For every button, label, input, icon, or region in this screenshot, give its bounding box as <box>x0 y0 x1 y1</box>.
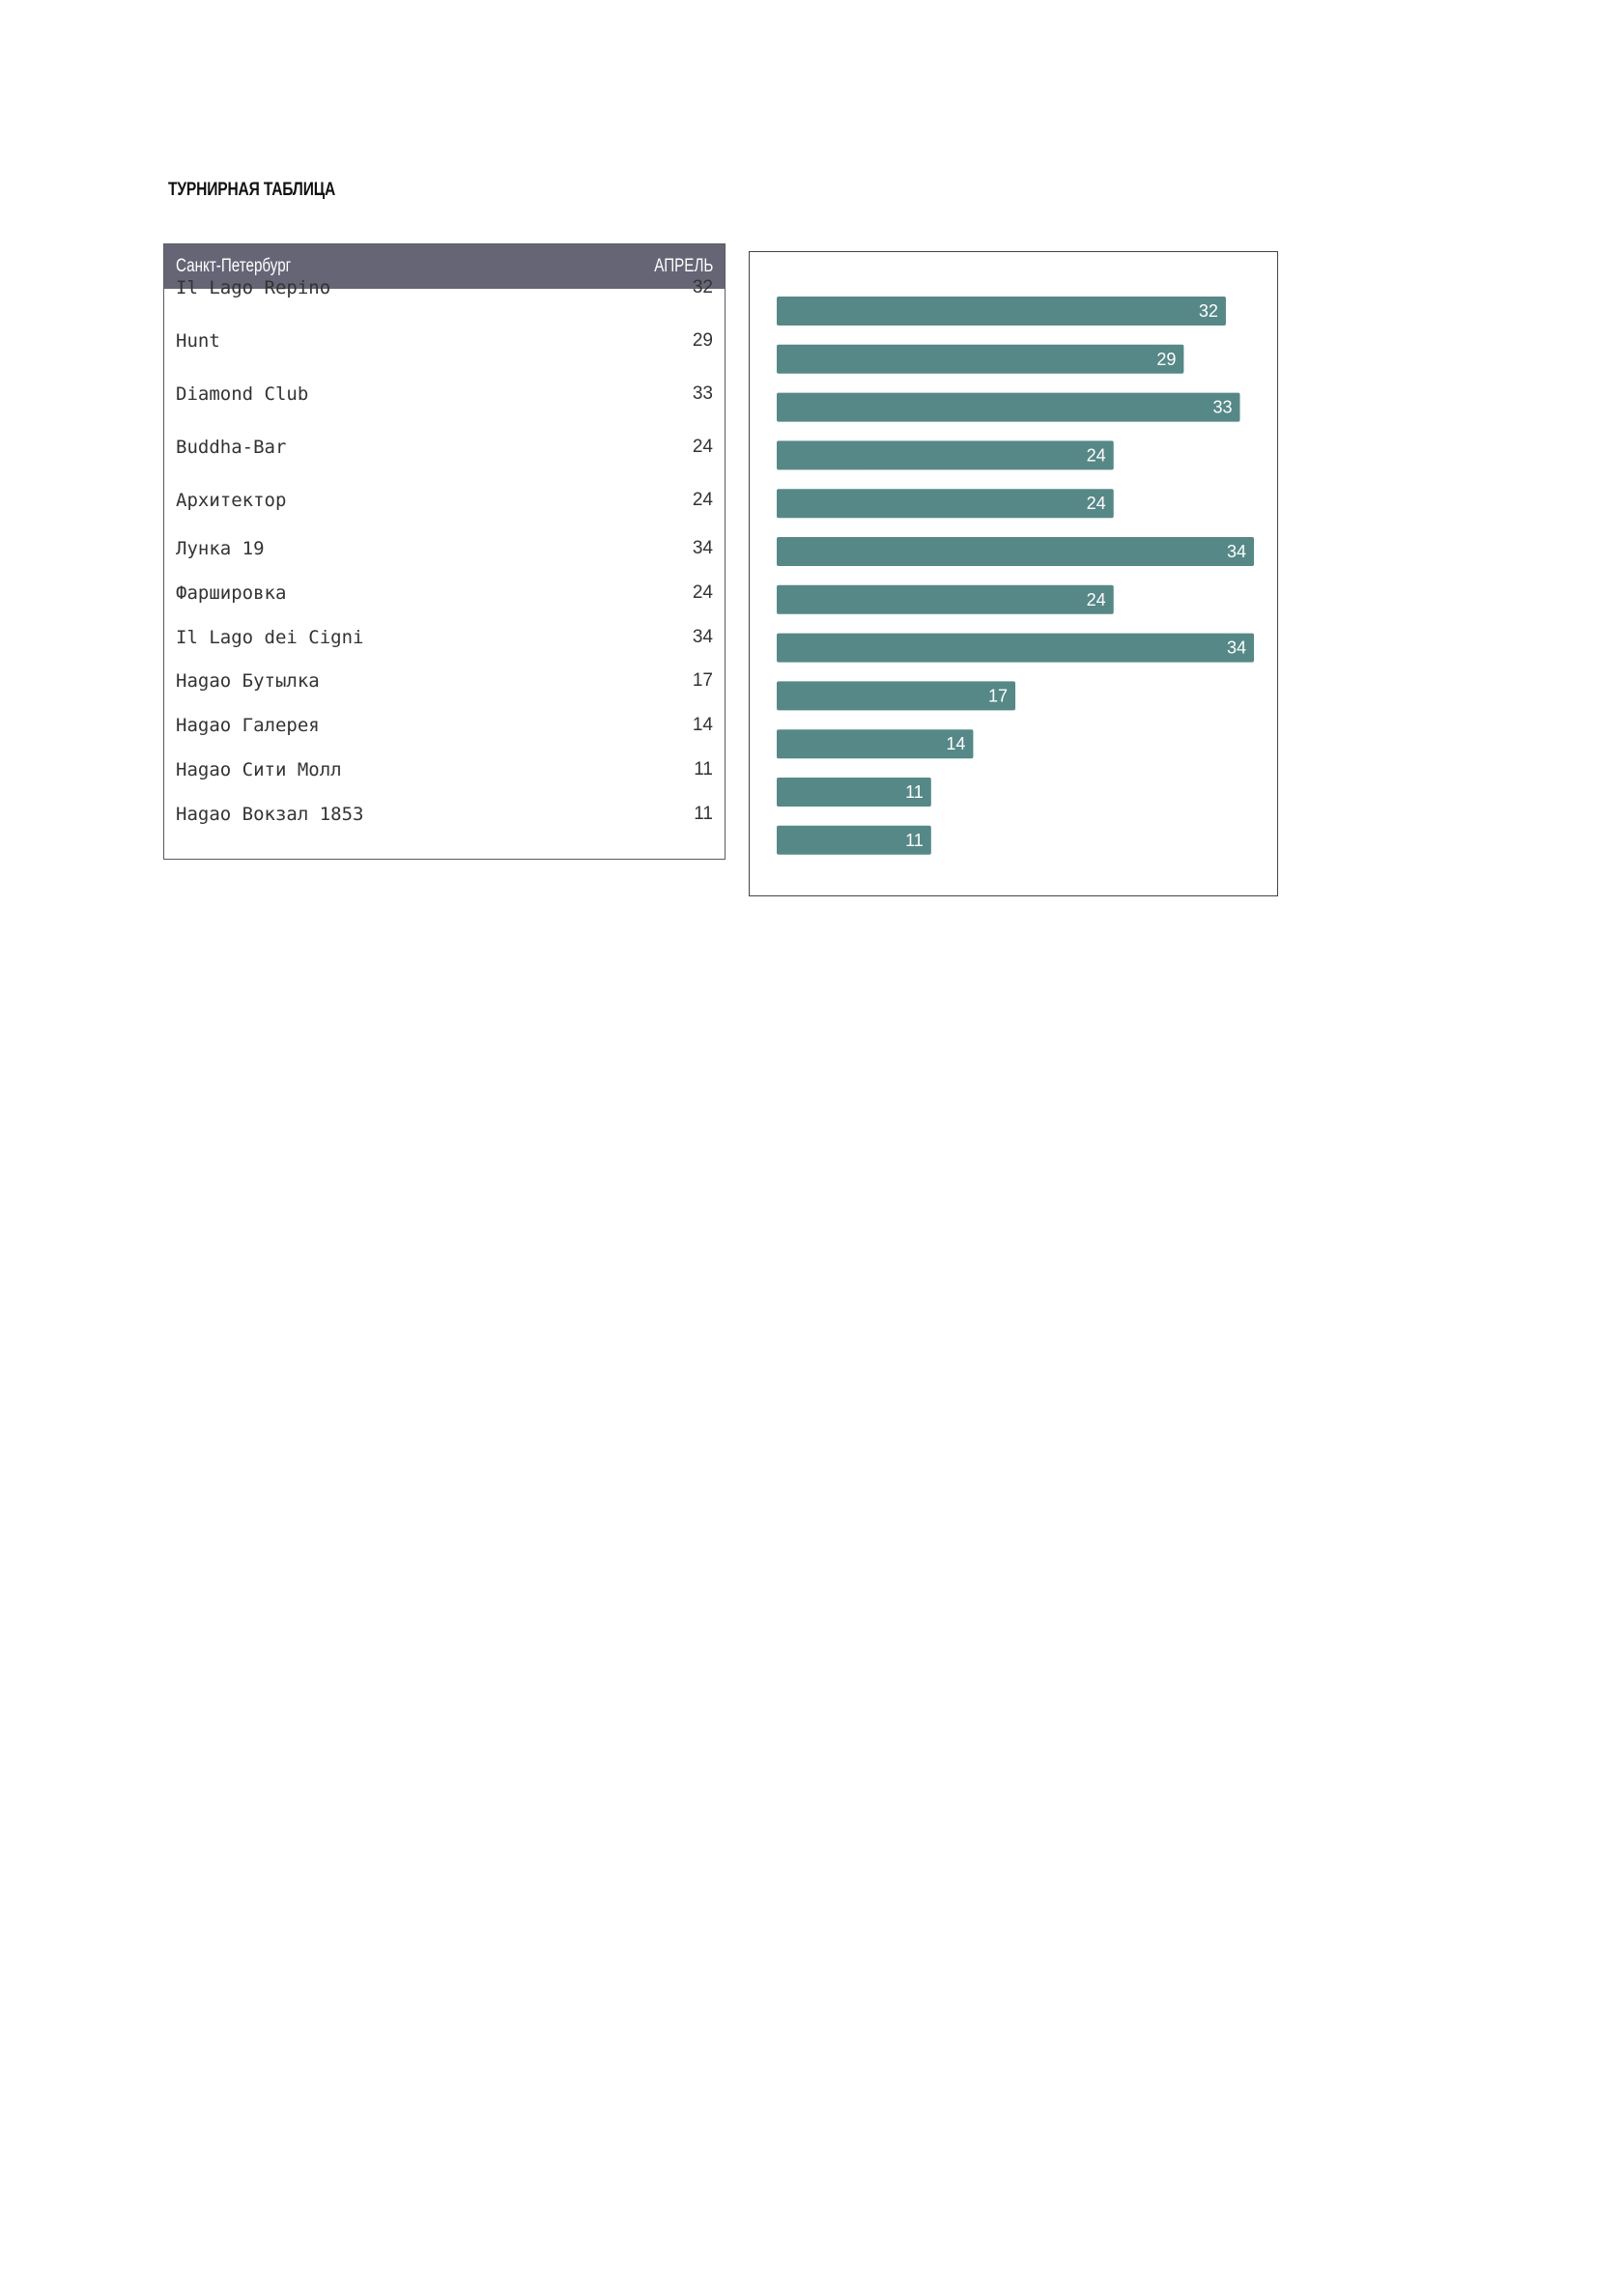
bar-value-label: 34 <box>1226 542 1246 561</box>
table-row <box>164 800 725 829</box>
bar <box>777 634 1254 663</box>
row-name: Buddha-Bar <box>176 437 287 458</box>
row-name: Il Lago dei Cigni <box>176 627 364 648</box>
row-score: 14 <box>692 715 713 735</box>
row-name: Лунка 19 <box>176 538 265 559</box>
table-row <box>164 433 725 462</box>
table-row <box>164 273 725 302</box>
bar <box>777 489 1114 518</box>
row-score: 11 <box>694 759 713 780</box>
row-score: 33 <box>692 383 713 404</box>
row-score: 24 <box>692 437 713 457</box>
row-name: Нagao Бутылка <box>176 670 320 692</box>
bar-chart <box>750 252 1279 897</box>
table-row <box>164 326 725 355</box>
row-score: 24 <box>692 582 713 603</box>
page-title: ТУРНИРНАЯ ТАБЛИЦА <box>168 180 336 200</box>
row-name: Нagao Галерея <box>176 715 320 736</box>
row-score: 34 <box>692 627 713 647</box>
row-name: Фаршировка <box>176 582 287 604</box>
bar-value-label: 29 <box>1156 349 1177 369</box>
table-row <box>164 579 725 608</box>
bar-value-label: 14 <box>946 734 966 754</box>
bar <box>777 393 1239 422</box>
header-month: АПРЕЛЬ <box>653 256 713 276</box>
header-city: Санкт-Петербург <box>176 256 292 276</box>
row-name: Hunt <box>176 330 220 352</box>
row-name: Архитектор <box>176 490 287 511</box>
row-name: Нagao Сити Молл <box>176 759 342 780</box>
bar <box>777 729 973 758</box>
bar-value-label: 11 <box>905 782 924 802</box>
bar <box>777 585 1114 614</box>
row-name: Нagao Вокзал 1853 <box>176 804 364 825</box>
bar-value-label: 11 <box>905 830 924 850</box>
row-score: 17 <box>692 670 713 691</box>
bar-value-label: 34 <box>1226 638 1246 658</box>
row-score: 34 <box>692 538 713 558</box>
row-name: Il Lago Repino <box>176 277 331 298</box>
bar-value-label: 24 <box>1086 494 1106 514</box>
bar-value-label: 33 <box>1212 397 1233 417</box>
standings-table <box>163 243 726 860</box>
row-score: 11 <box>694 804 713 824</box>
bar-value-label: 24 <box>1086 589 1106 609</box>
table-row <box>164 711 725 740</box>
table-row <box>164 534 725 563</box>
row-score: 24 <box>692 490 713 510</box>
bar-chart-panel <box>749 251 1278 896</box>
bar-value-label: 32 <box>1198 301 1218 321</box>
bar <box>777 681 1015 710</box>
bar <box>777 440 1114 469</box>
bar-value-label: 24 <box>1086 445 1106 466</box>
row-name: Diamond Club <box>176 383 309 405</box>
bar <box>777 345 1183 374</box>
bar <box>777 297 1226 326</box>
row-score: 29 <box>692 330 713 351</box>
table-row <box>164 666 725 695</box>
table-row <box>164 623 725 652</box>
table-row <box>164 755 725 784</box>
row-score: 32 <box>692 277 713 298</box>
bar-value-label: 17 <box>987 686 1008 706</box>
table-row <box>164 486 725 515</box>
bar <box>777 537 1254 566</box>
table-row <box>164 380 725 409</box>
